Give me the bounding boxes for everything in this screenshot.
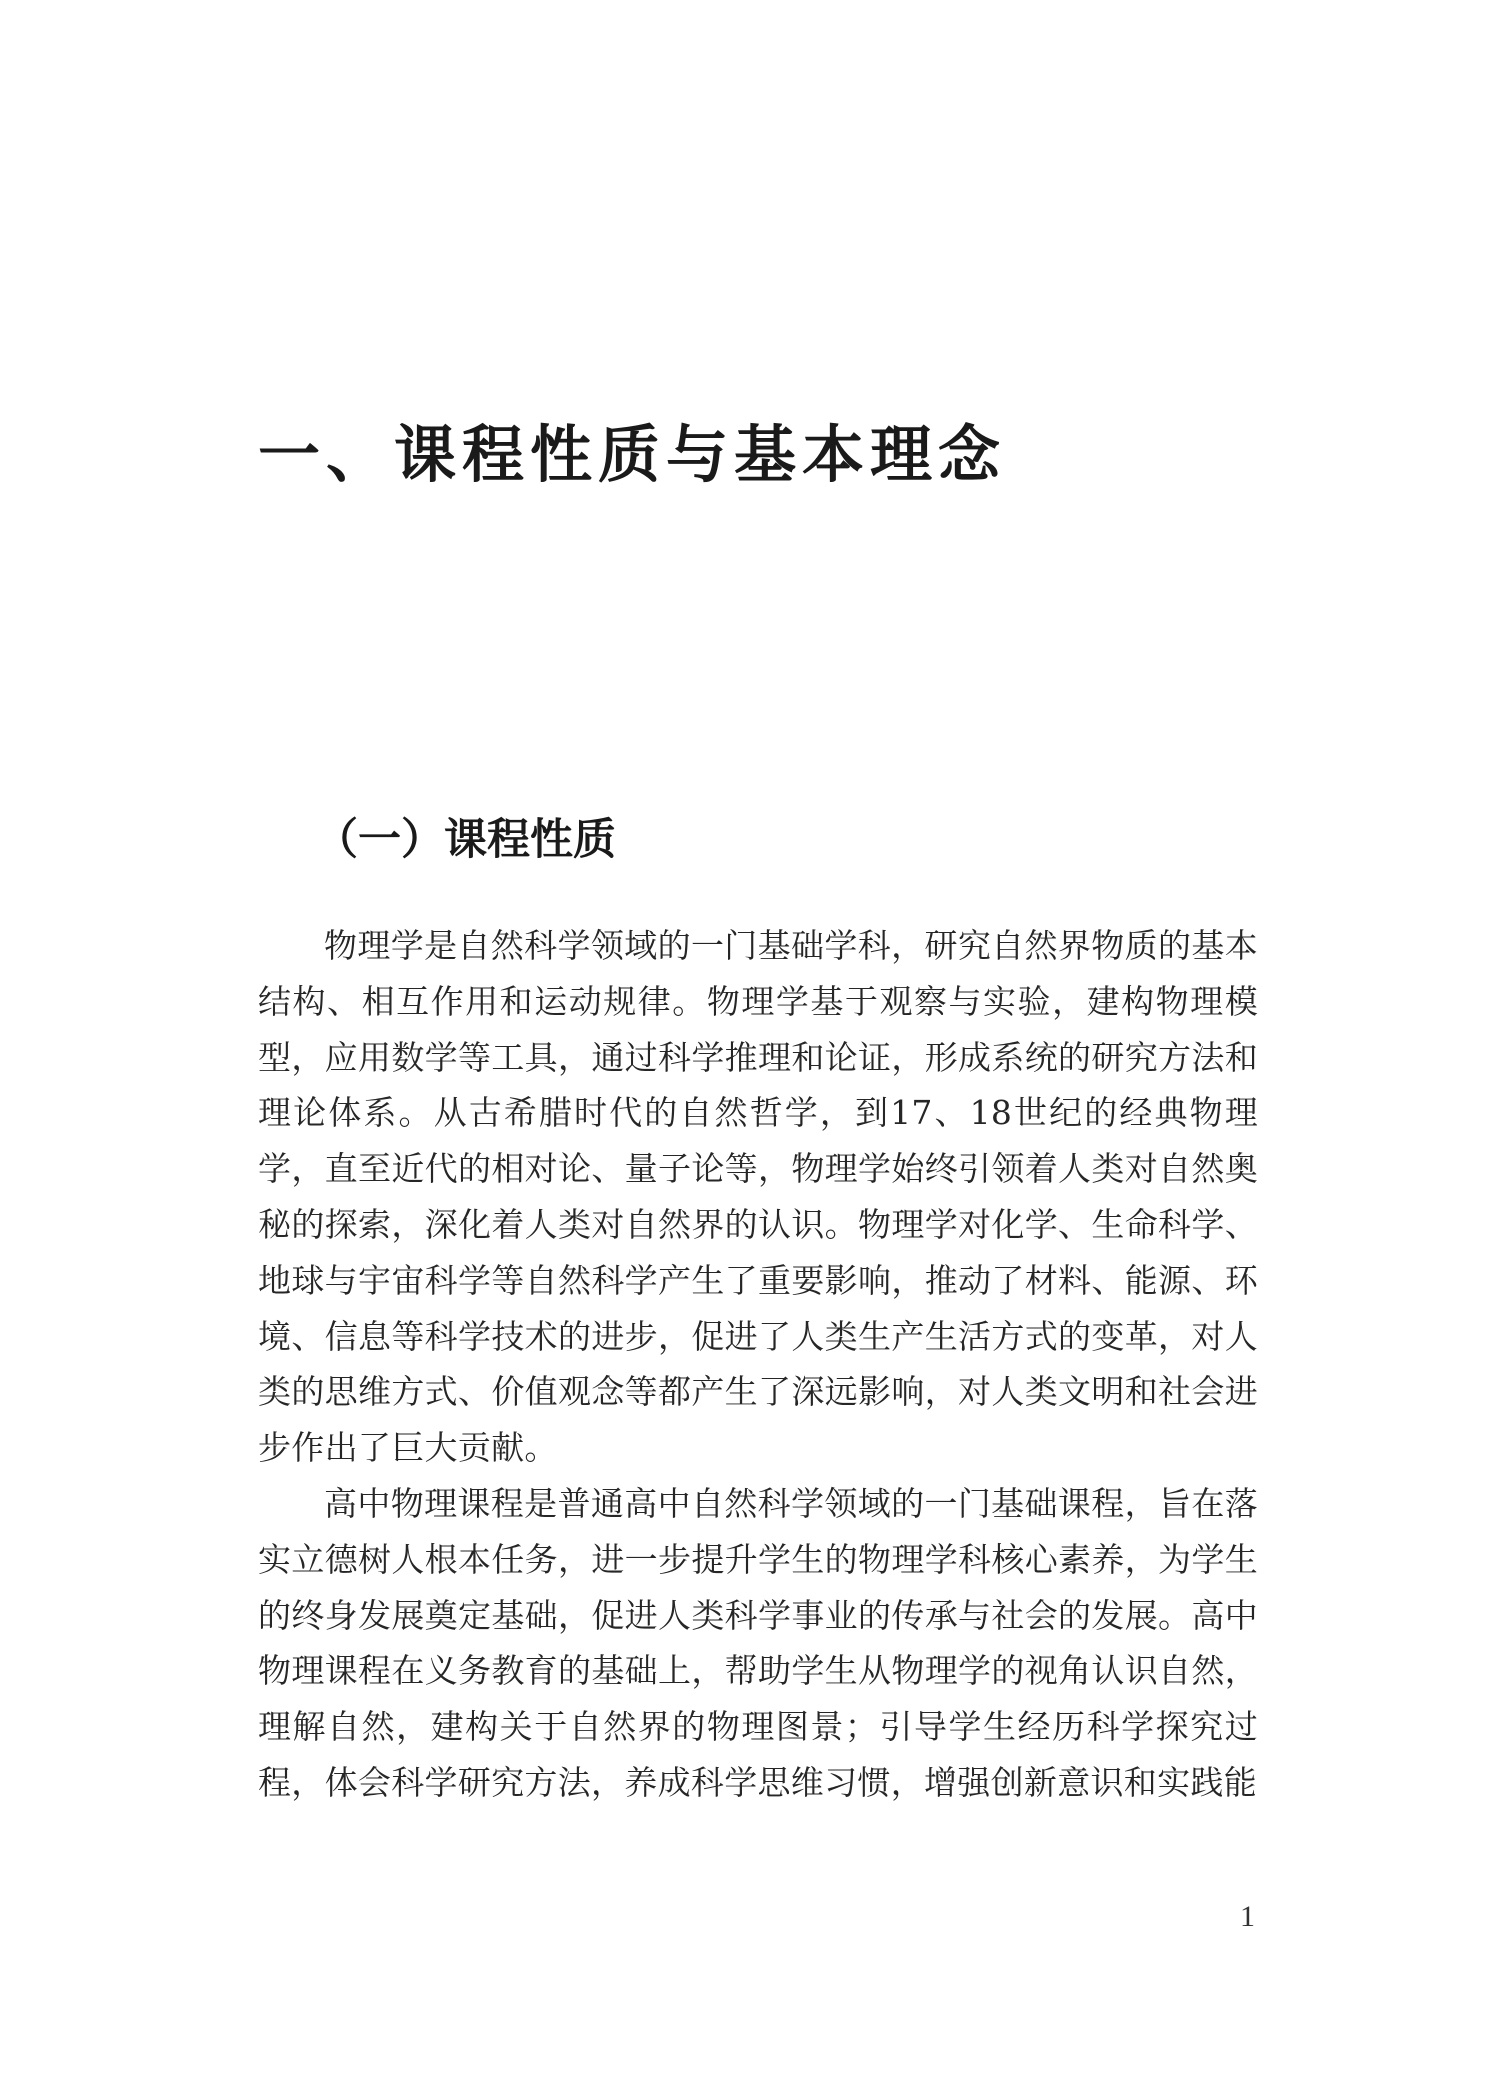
chapter-title: 一、课程性质与基本理念 (258, 418, 1007, 491)
page-number: 1 (1240, 1900, 1255, 1933)
paragraph-high-school-physics-course: 高中物理课程是普通高中自然科学领域的一门基础课程，旨在落实立德树人根本任务，进一步提升学生的物理学科核心素养，为学生的终身发展奠定基础，促进人类科学事业的传承与社会的发展。高中物理课程在义务教育的基础上，帮助学生从物理学的视角认识自然，理解自然，建构关于自然界的物理图景；引导学生经历科学探究过程，体会科学研究方法，养成科学思维习惯，增强创新意识和实践能 (258, 1483, 1258, 1802)
section-title: （一）课程性质 (315, 815, 616, 865)
paragraph-physics-discipline: 物理学是自然科学领域的一门基础学科，研究自然界物质的基本结构、相互作用和运动规律。物理学基于观察与实验，建构物理模型，应用数学等工具，通过科学推理和论证，形成系统的研究方法和理论体系。从古希腊时代的自然哲学，到17、18世纪的经典物理学，直至近代的相对论、量子论等，物理学始终引领着人类对自然奥秘的探索，深化着人类对自然界的认识。物理学对化学、生命科学、地球与宇宙科学等自然科学产生了重要影响，推动了材料、能源、环境、信息等科学技术的进步，促进了人类生产生活方式的变革，对人类的思维方式、价值观念等都产生了深远影响，对人类文明和社会进步作出了巨大贡献。 (258, 926, 1258, 1468)
body-text (258, 918, 1258, 1811)
